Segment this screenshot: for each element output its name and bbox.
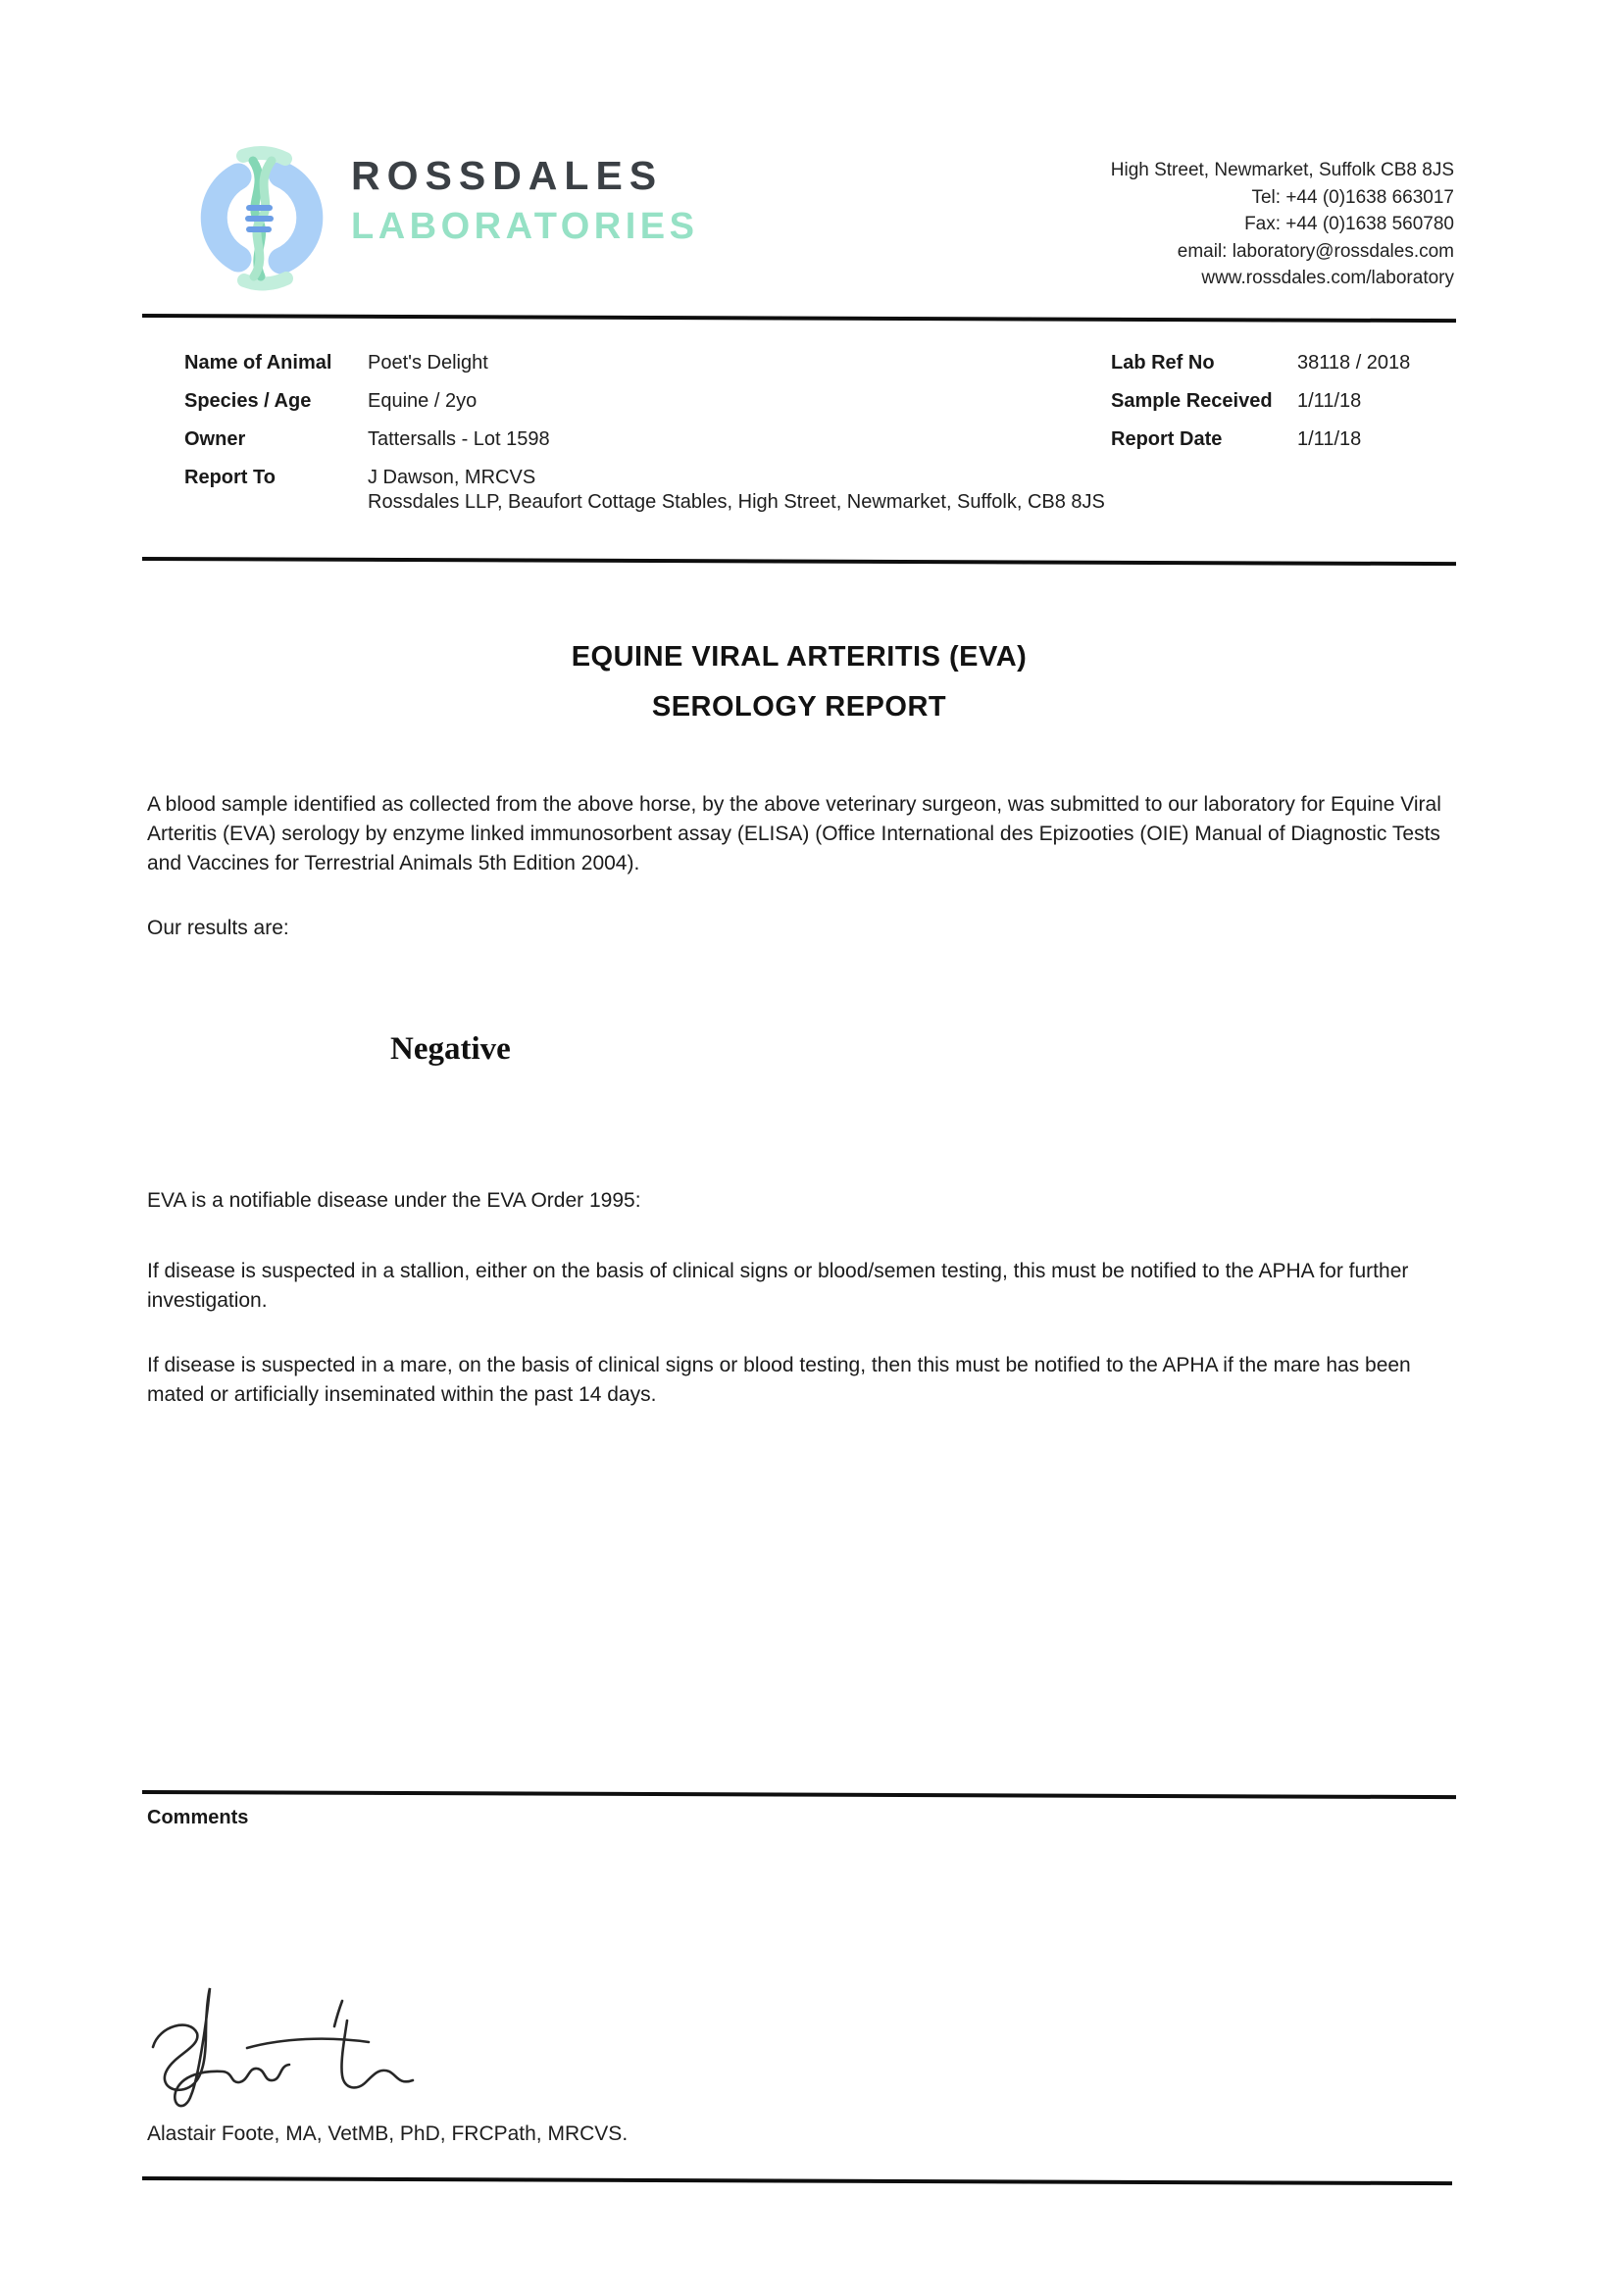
lab-reference-details [1111, 351, 1513, 466]
results-intro: Our results are: [147, 917, 289, 939]
notifiable-disease-note: EVA is a notifiable disease under the EVA Order 1995: [147, 1189, 641, 1212]
detail-label: Lab Ref No [1111, 352, 1215, 374]
detail-label: Owner [184, 428, 246, 450]
contact-email: email: laboratory@rossdales.com [1177, 240, 1454, 262]
detail-row-report-to [184, 466, 1270, 515]
brand-laboratories: LABORATORIES [351, 206, 699, 247]
detail-label: Report To [184, 467, 276, 488]
contact-fax: Fax: +44 (0)1638 560780 [1244, 214, 1454, 234]
comments-label: Comments [147, 1807, 249, 1828]
signature-image [145, 1976, 439, 2114]
report-to-line2: Rossdales LLP, Beaufort Cottage Stables, High Street, Newmarket, Suffolk, CB8 8JS [368, 491, 1105, 513]
report-title-line2: SEROLOGY REPORT [651, 691, 947, 723]
signatory-name: Alastair Foote, MA, VetMB, PhD, FRCPath, MRCVS. [147, 2122, 629, 2145]
result-negative: Negative [390, 1031, 511, 1067]
stallion-note: If disease is suspected in a stallion, either on the basis of clinical signs or blood/semen testing, this must be notified to the APHA for further investigation. [147, 1260, 1409, 1312]
rossdales-logo-icon [194, 145, 324, 292]
brand-rossdales: ROSSDALES [351, 153, 664, 198]
detail-label: Name of Animal [184, 352, 332, 374]
details-divider [142, 557, 1456, 566]
report-to-line1: J Dawson, MRCVS [368, 467, 536, 488]
detail-row-sample-received [1111, 389, 1513, 414]
contact-tel: Tel: +44 (0)1638 663017 [1251, 186, 1454, 208]
report-title [142, 632, 1456, 732]
detail-row-lab-ref [1111, 351, 1513, 375]
report-intro-paragraph: A blood sample identified as collected from the above horse, by the above veterinary surgeon, was submitted to our laboratory for Equine Viral Arteritis (EVA) serology by enzyme linked immunosorbent assay (ELISA) (Office International des Epizooties (OIE) Manual of Diagnostic Tests and Vaccines for Terrestrial Animals 5th Edition 2004). [147, 793, 1441, 874]
contact-address: High Street, Newmarket, Suffolk CB8 8JS [1110, 160, 1454, 180]
mare-note: If disease is suspected in a mare, on the basis of clinical signs or blood testing, then this must be notified to the APHA if the mare has been mated or artificially inseminated within the past 14 days. [147, 1354, 1411, 1406]
detail-label: Report Date [1111, 428, 1223, 450]
detail-value: Equine / 2yo [368, 390, 478, 412]
detail-value: Poet's Delight [368, 352, 488, 374]
report-title-line1: EQUINE VIRAL ARTERITIS (EVA) [571, 641, 1028, 673]
detail-value: 1/11/18 [1297, 428, 1362, 450]
animal-details [184, 351, 1270, 528]
detail-row-species [184, 389, 1270, 414]
detail-row-report-date [1111, 427, 1513, 452]
detail-row-name [184, 351, 1270, 375]
detail-value: 1/11/18 [1297, 390, 1362, 412]
detail-value: Tattersalls - Lot 1598 [368, 428, 550, 450]
header-divider [142, 314, 1456, 323]
comments-divider [142, 1790, 1456, 1799]
footer-divider [142, 2176, 1452, 2185]
rossdales-logo [194, 145, 699, 292]
lab-contact-block [1111, 157, 1454, 292]
rossdales-wordmark [351, 153, 699, 249]
detail-value [368, 466, 1270, 515]
detail-label: Sample Received [1111, 390, 1273, 412]
detail-value: 38118 / 2018 [1297, 352, 1411, 374]
contact-web: www.rossdales.com/laboratory [1201, 268, 1454, 288]
detail-label: Species / Age [184, 390, 312, 412]
detail-row-owner [184, 427, 1270, 452]
